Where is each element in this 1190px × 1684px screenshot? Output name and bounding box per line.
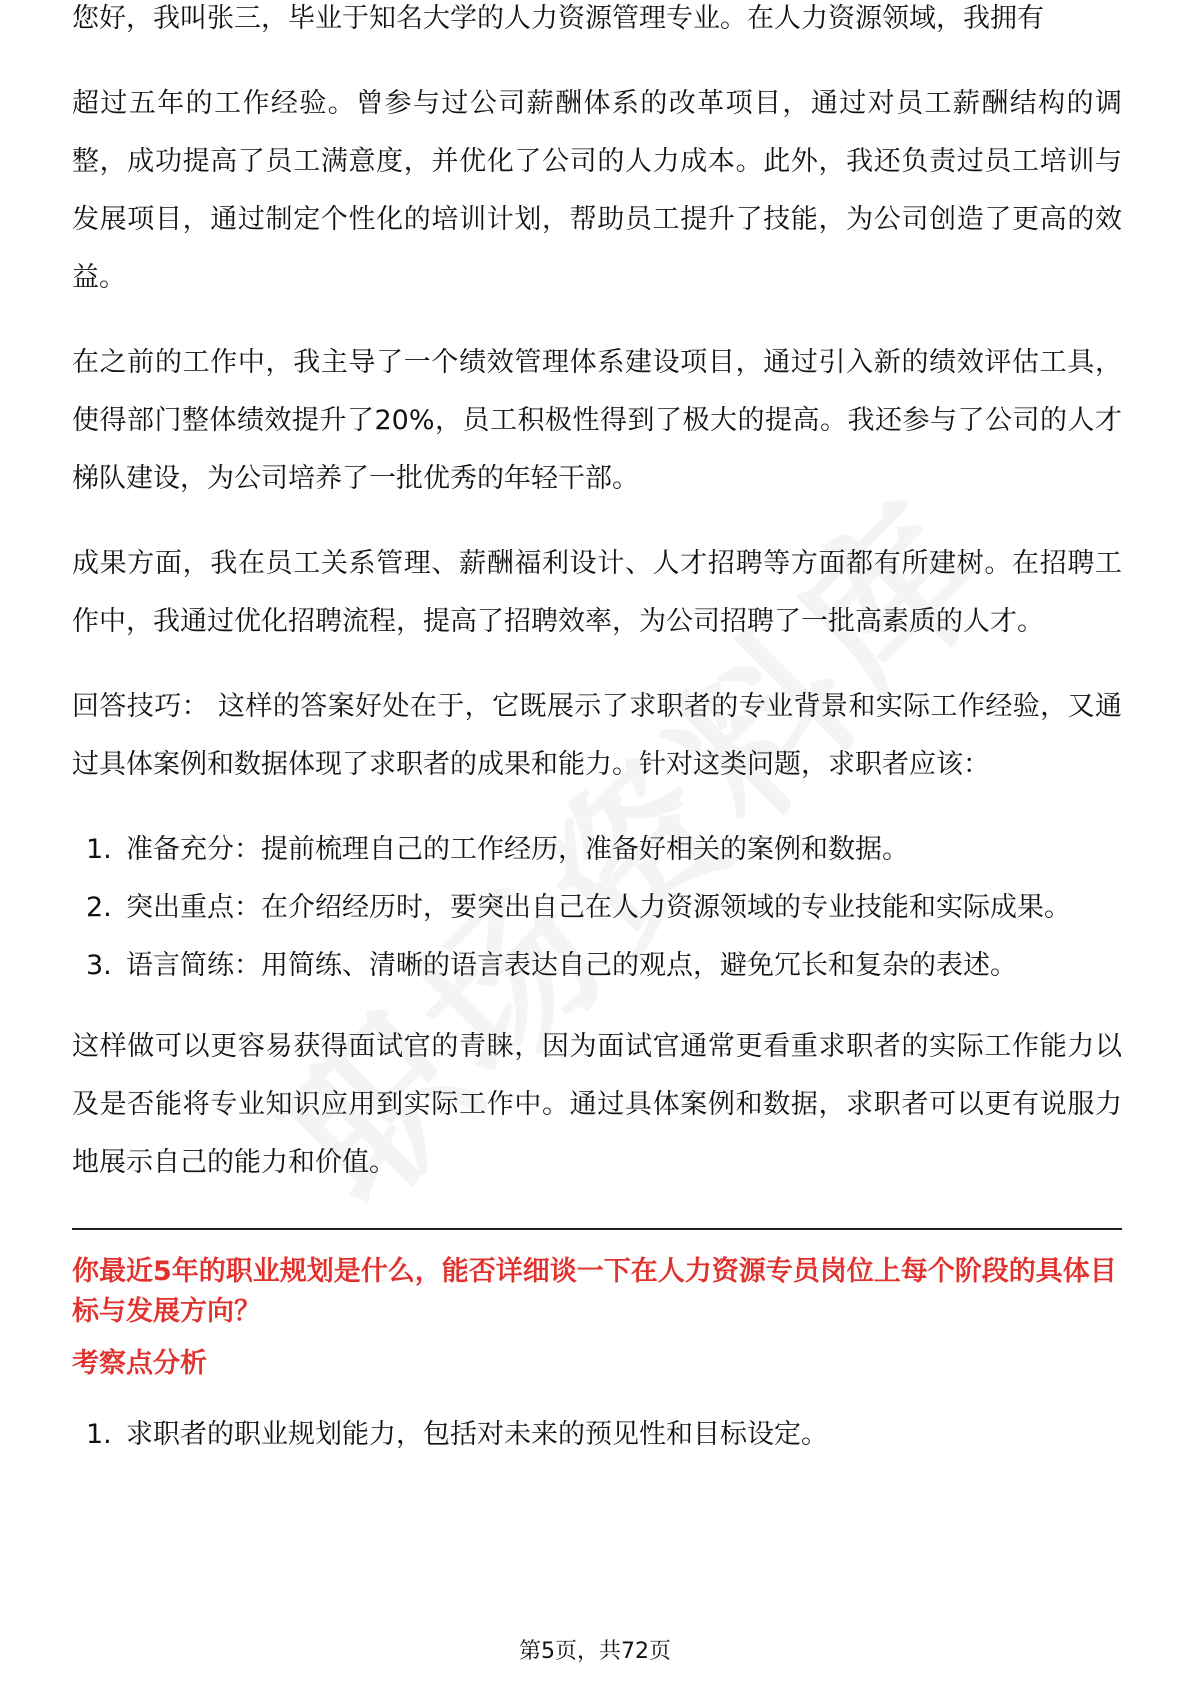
analysis-title: 考察点分析: [72, 1348, 207, 1379]
list-item-text: 准备充分：提前梳理自己的工作经历，准备好相关的案例和数据。: [126, 834, 909, 865]
list-item: [72, 937, 1122, 995]
list-item-text: 语言简练：用简练、清晰的语言表达自己的观点，避免冗长和复杂的表述。: [126, 950, 1017, 981]
list-item: [72, 821, 1122, 879]
list-number: 3.: [86, 950, 112, 981]
paragraph-answer-tips: 回答技巧： 这样的答案好处在于，它既展示了求职者的专业背景和实际工作经验，又通过具体案例和数据体现了求职者的成果和能力。针对这类问题，求职者应该：: [72, 691, 1122, 780]
list-item: [72, 879, 1122, 937]
list-item-text: 求职者的职业规划能力，包括对未来的预见性和目标设定。: [126, 1419, 828, 1450]
page-footer: 第5页，共72页: [519, 1639, 671, 1664]
list-item: [72, 1406, 1122, 1464]
paragraph-achievements: 成果方面，我在员工关系管理、薪酬福利设计、人才招聘等方面都有所建树。在招聘工作中，我通过优化招聘流程，提高了招聘效率，为公司招聘了一批高素质的人才。: [72, 548, 1122, 637]
question-heading: 你最近5年的职业规划是什么，能否详细谈一下在人力资源专员岗位上每个阶段的具体目标与发展方向？: [72, 1256, 1117, 1327]
paragraph-previous-work: 在之前的工作中，我主导了一个绩效管理体系建设项目，通过引入新的绩效评估工具，使得部门整体绩效提升了20%，员工积极性得到了极大的提高。我还参与了公司的人才梯队建设，为公司培养了一批优秀的年轻干部。: [72, 347, 1122, 494]
analysis-list: [72, 1406, 1122, 1464]
list-number: 1.: [86, 1419, 112, 1450]
partial-top-line: 您好，我叫张三，毕业于知名大学的人力资源管理专业。在人力资源领域，我拥有: [72, 3, 1044, 34]
list-number: 1.: [86, 834, 112, 865]
page-content: [72, 3, 1122, 1487]
section-divider: [72, 1228, 1122, 1230]
tips-list: [72, 821, 1122, 995]
list-number: 2.: [86, 892, 112, 923]
paragraph-closing: 这样做可以更容易获得面试官的青睐，因为面试官通常更看重求职者的实际工作能力以及是否能将专业知识应用到实际工作中。通过具体案例和数据，求职者可以更有说服力地展示自己的能力和价值。: [72, 1031, 1122, 1178]
paragraph-experience: 超过五年的工作经验。曾参与过公司薪酬体系的改革项目，通过对员工薪酬结构的调整，成功提高了员工满意度，并优化了公司的人力成本。此外，我还负责过员工培训与发展项目，通过制定个性化的培训计划，帮助员工提升了技能，为公司创造了更高的效益。: [72, 88, 1122, 293]
list-item-text: 突出重点：在介绍经历时，要突出自己在人力资源领域的专业技能和实际成果。: [126, 892, 1071, 923]
